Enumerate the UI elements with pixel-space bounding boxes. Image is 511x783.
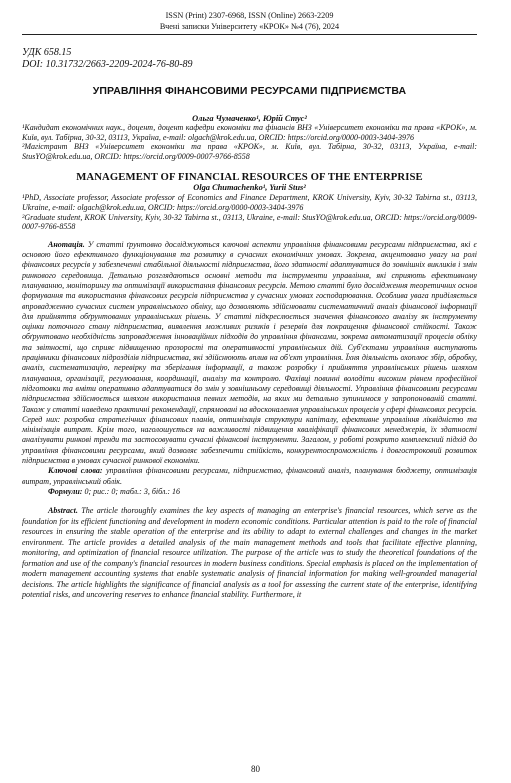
- formulas-label: Формули:: [48, 486, 83, 496]
- running-header: [22, 10, 477, 35]
- udk-code: УДК 658.15: [22, 47, 72, 58]
- issn-line: ISSN (Print) 2307-6968, ISSN (Online) 2663-2209: [165, 11, 334, 20]
- affiliation-ua-2: ²Магістрант ВНЗ «Університет економіки та права «КРОК», м. Київ, вул. Табірна, 30-32, 03113, Україна, e-mail: StusYO@krok.edu.ua, ORCID: https://orcid.org/0009-0007-9766-8558: [22, 142, 477, 161]
- keywords: [22, 466, 477, 487]
- authors-en: Olga Chumachenko¹, Yurii Stus²: [193, 183, 306, 193]
- abstract-en-text: The article thoroughly examines the key aspects of managing an enterprise's financial resources, which serve as the foundation for its efficient functioning and development in modern economic conditions. Particular attention is paid to the role of financial resources in ensuring the stable operation of the enterprise and its ability to adapt to external challenges and changes in the market environment. The article provides a detailed analysis of the main management methods and tools that facilitate effective planning, monitoring, and optimization of financial resource utilization. The purpose of the article was to study the theoretical foundations of the formation and use of the company's financial resources in modern business conditions. Special emphasis is placed on the implementation of modern management accounting systems that enable systematic analysis of financial information for making well-grounded managerial decisions. The article highlights the significance of financial analysis as a tool for assessing the current state of the enterprise, identifying potential risks, and uncovering reserves to enhance financial stability. Furthermore, it: [22, 506, 477, 600]
- doi[interactable]: DOI: 10.31732/2663-2209-2024-76-80-89: [22, 59, 193, 70]
- affiliation-en-1: ¹PhD, Associate professor, Associate professor of Economics and Finance Department, KROK University, Kyiv, 30-32 Tabirna st., 03113, Ukraine, e-mail: olgach@krok.edu.ua, ORCID: https://orcid.org/0000-0003-3404-3976: [22, 193, 477, 212]
- abstract-ua-text: У статті ґрунтовно досліджуються ключові аспекти управління фінансовими ресурсами підприємства, які є основою його ефективного функціонування та розвитку в сучасних економічних умовах. Зокрема, акцентовано увагу на ролі фінансових ресурсів у забезпеченні стабільної діяльності підприємства, його здатності адаптуватися до зовнішніх викликів і змін ринкового середовища. Детально розглядаються основні методи та інструменти управління, які сприяють ефективному плануванню, моніторингу та оптимізації використання фінансових ресурсів. Метою статті було дослідження теоретичних основ формування та використання фінансових ресурсів підприємства у сучасних умовах господарювання. Особлива увага приділяється впровадженню сучасних систем управлінського обліку, що дозволяють здійснювати систематичний аналіз фінансової інформації для прийняття обґрунтованих управлінських рішень. У статті підкреслюється значення фінансового аналізу як інструменту оцінки поточного стану підприємства, виявлення можливих ризиків і резервів для покращення фінансової стійкості. Також обґрунтовано необхідність запровадження інноваційних підходів до управління фінансами, зокрема автоматизації процесів обліку та звітності, що сприяє підвищенню прозорості та оперативності управлінських дій. Суб'єктами управління виступають працівники фінансових підрозділів підприємства, які здійснюють вплив на об'єкт управління. Їхня діяльність охоплює збір, обробку, аналіз, систематизацію, перевірку та зберігання інформації, а також розробку і прийняття управлінських рішень шляхом планування, організації, регулювання, координації, аналізу та контролю. Фахівці повинні володіти високим рівнем професійної підготовки та вміти оперативно адаптуватися до змін у зовнішньому середовищі діяльності. Управління фінансовими ресурсами підприємства здійснюється шляхом використання певних методів, на яких ми детально зупинимося у запропонованій статті. Також у статті наведено практичні рекомендації, спрямовані на вдосконалення управлінських процесів у сфері фінансових ресурсів. Серед них: розробка стратегічних фінансових планів, оптимізація структури капіталу, ефективне управління ліквідністю та мінімізація витрат. Крім того, наголошується на важливості підвищення кваліфікації фінансових менеджерів, їх здатності аналізувати ринкові тренди та застосовувати сучасні фінансові інструменти. Загалом, у роботі розкрито комплексний підхід до управління фінансовими ресурсами, який дозволяє забезпечити стійкість, конкурентоспроможність і довгостроковий розвиток підприємства в умовах сучасної ринкової економіки.: [22, 239, 477, 465]
- affiliation-en-2: ²Graduate student, KROK University, Kyiv, 30-32 Tabirna st., 03113, Ukraine, e-mail: StusYO@krok.edu.ua, ORCID: https://orcid.org/0009-0007-9766-8558: [22, 212, 477, 232]
- formulas-text: 0; рис.: 0; табл.: 3, бібл.: 16: [84, 486, 181, 496]
- page-number: 80: [251, 764, 260, 774]
- journal-line: Вчені записки Університету «КРОК» №4 (76), 2024: [159, 22, 340, 31]
- abstract-en: [22, 506, 477, 601]
- affiliation-ua-1: ¹Кандидат економічних наук., доцент, доцент кафедри економіки та фінансів ВНЗ «Університет економіки та права «КРОК», м. Київ, вул. Табірна, 30-32, 03113, Україна, e-mail: olgach@krok.edu.ua, ORCID: https://orcid.org/0000-0003-3404-3976: [22, 123, 477, 142]
- keywords-label: Ключові слова:: [48, 466, 103, 476]
- article-title-en: MANAGEMENT OF FINANCIAL RESOURCES OF THE ENTERPRISE: [76, 171, 423, 184]
- abstract-ua: [22, 240, 477, 467]
- header-rule: [22, 34, 477, 35]
- authors-ua: Ольга Чумаченко¹, Юрій Стус²: [192, 114, 307, 123]
- abstract-en-label: Abstract.: [48, 506, 78, 516]
- formulas-line: [22, 487, 477, 497]
- abstract-ua-label: Анотація.: [48, 239, 85, 249]
- article-title-ua: УПРАВЛІННЯ ФІНАНСОВИМИ РЕСУРСАМИ ПІДПРИЄМСТВА: [92, 85, 407, 97]
- keywords-text: управління фінансовими ресурсами, підприємство, фінансовий аналіз, планування бюджету, оптимізація витрат, управлінський облік.: [22, 466, 477, 486]
